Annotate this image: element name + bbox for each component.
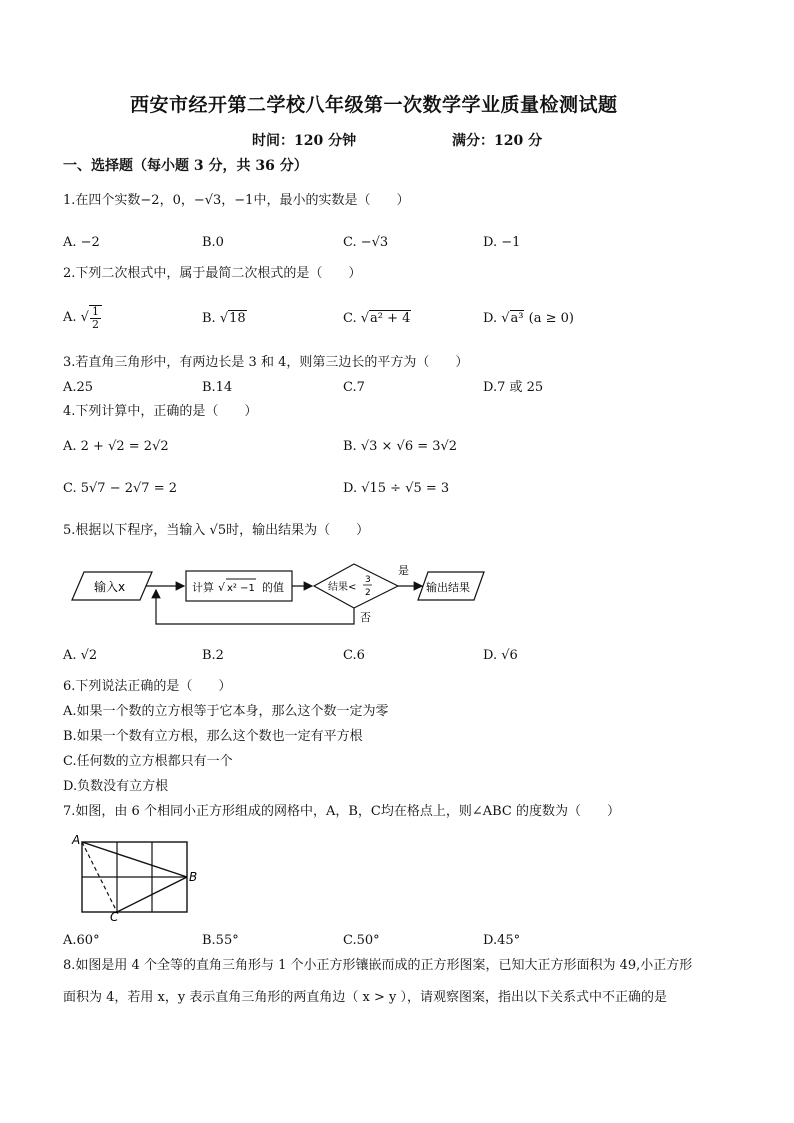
flow-compute-rad: x² −1 xyxy=(227,583,255,594)
flow-yes-label: 是 xyxy=(398,564,409,577)
q4-option-d: D. √15 ÷ √5 = 3 xyxy=(343,481,450,496)
q5-option-a: A. √2 xyxy=(63,648,98,663)
q8-stem-line2: 面积为 4，若用 x，y 表示直角三角形的两直角边（ x > y ），请观察图案，指出以下关系式中不正确的是 xyxy=(63,990,667,1005)
q2-stem: 2.下列二次根式中，属于最简二次根式的是（ ） xyxy=(63,266,362,281)
q5-stem: 5.根据以下程序，当输入 √5时，输出结果为（ ） xyxy=(63,523,370,538)
q1-option-c: C. −√3 xyxy=(343,235,389,250)
page-title: 西安市经开第二学校八年级第一次数学学业质量检测试题 xyxy=(130,94,618,116)
q1-option-d: D. −1 xyxy=(483,235,521,250)
q6-option-b: B.如果一个数有立方根，那么这个数也一定有平方根 xyxy=(63,729,363,744)
q7-option-b: B.55° xyxy=(202,933,239,948)
point-a-label: A xyxy=(72,833,81,847)
q1-option-b: B.0 xyxy=(202,235,224,250)
q5-option-c: C.6 xyxy=(343,648,365,663)
point-b-label: B xyxy=(189,870,198,884)
q6-option-a: A.如果一个数的立方根等于它本身，那么这个数一定为零 xyxy=(63,704,389,719)
flow-compute-post: 的值 xyxy=(262,581,284,594)
section-heading: 一、选择题（每小题 3 分，共 36 分） xyxy=(63,158,308,174)
segment-ab xyxy=(82,842,187,877)
q6-option-d: D.负数没有立方根 xyxy=(63,779,169,794)
exam-time: 时间：120 分钟 xyxy=(252,133,357,149)
q6-stem: 6.下列说法正确的是（ ） xyxy=(63,679,232,694)
flow-compute-radical: √ xyxy=(218,581,226,594)
q5-option-b: B.2 xyxy=(202,648,224,663)
flow-input-label: 输入x xyxy=(94,580,126,594)
q2-option-b: B. √18 xyxy=(202,311,246,326)
q3-option-b: B.14 xyxy=(202,380,233,395)
flow-cond-num: 3 xyxy=(365,575,371,585)
q2-option-d: D. √a³ (a ≥ 0) xyxy=(483,311,574,326)
q4-option-a: A. 2 + √2 = 2√2 xyxy=(63,439,169,454)
q7-option-a: A.60° xyxy=(63,933,100,948)
q3-stem: 3.若直角三角形中，有两边长是 3 和 4，则第三边长的平方为（ ） xyxy=(63,355,469,370)
q3-option-d: D.7 或 25 xyxy=(483,380,544,395)
flow-cond-pre: 结果< xyxy=(328,582,357,593)
point-c-label: C xyxy=(110,910,119,922)
flow-cond-den: 2 xyxy=(365,588,371,598)
q8-stem-line1: 8.如图是用 4 个全等的直角三角形与 1 个小正方形镶嵌而成的正方形图案，已知大正方形面积为 49,小正方形 xyxy=(63,958,693,973)
flow-compute-pre: 计算 xyxy=(192,581,214,594)
q1-stem: 1.在四个实数−2，0，−√3，−1中，最小的实数是（ ） xyxy=(63,193,410,208)
q6-option-c: C.任何数的立方根都只有一个 xyxy=(63,754,233,769)
q4-option-b: B. √3 × √6 = 3√2 xyxy=(343,439,458,454)
q7-stem: 7.如图，由 6 个相同小正方形组成的网格中，A，B，C均在格点上，则∠ABC 的度数为（ ） xyxy=(63,804,620,819)
q2-option-c: C. √a² + 4 xyxy=(343,311,411,326)
flow-output-label: 输出结果 xyxy=(426,581,470,594)
program-flowchart xyxy=(60,560,500,636)
q3-option-a: A.25 xyxy=(63,380,94,395)
q1-option-a: A. −2 xyxy=(63,235,100,250)
flow-no-label: 否 xyxy=(360,611,371,624)
q7-option-c: C.50° xyxy=(343,933,380,948)
q2-option-a: A. √ $\frac{1}{2}$ xyxy=(63,300,102,336)
q4-option-c: C. 5√7 − 2√7 = 2 xyxy=(63,481,177,496)
q7-option-d: D.45° xyxy=(483,933,521,948)
q3-option-c: C.7 xyxy=(343,380,365,395)
grid-figure xyxy=(66,830,202,922)
exam-score: 满分：120 分 xyxy=(452,133,543,149)
q4-stem: 4.下列计算中，正确的是（ ） xyxy=(63,404,258,419)
q5-option-d: D. √6 xyxy=(483,648,518,663)
